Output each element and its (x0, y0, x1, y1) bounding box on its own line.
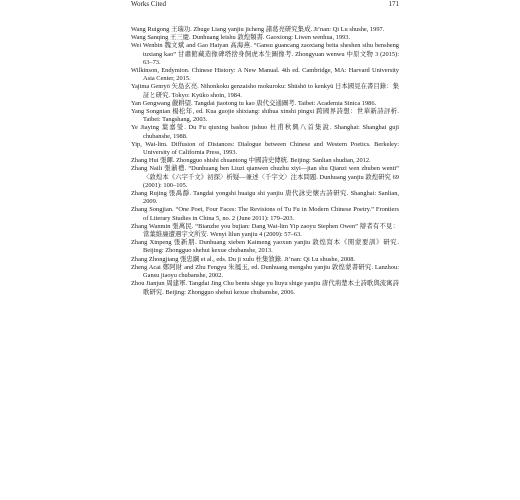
bibliography-entry: Zhang Zhongjiang 張忠綱 et al., eds. Du ji xulu 杜集敘錄. Ji’nan: Qi Lu shushe, 2008. (131, 255, 356, 263)
bibliography-entry: Zhang Hui 張暉. Zhongguo shishi chuantong 中國詩史傳統. Beijing: Sanlian shudian, 2012. (131, 157, 371, 165)
bibliography-entry: Zhang Rujing 張禹靜. Tangdai yongshi huaigu shi yanjiu 唐代詠史懷古詩研究. Shanghai: Sanlian, 2009. (131, 190, 399, 206)
bibliography-entry: Zheng Acai 鄭阿財 and Zhu Fengyu 朱鳳玉, ed. Dunhuang mengshu yanjiu 敦煌蒙書研究. Lanzhou: Gansu jiaoyu chubanshe, 2002. (131, 263, 399, 280)
bibliography-entry: Wei Wenbin 魏文斌 and Gao Haiyan 高海燕. “Gansu guancang zaoxiang beita sheshen sihu bensheng tuxiang kao” 甘肅館藏造像碑塔捨身飼虎本生圖像考. Zhongyuan wenwu 中原文物 3 (2015): 63–73. (131, 42, 399, 66)
page-number: 171 (388, 0, 399, 8)
bibliography-entry: Wang Sanqing 王三慶. Dunhuang leishu 敦煌類書. Gaoxiong: Liwen wenhua, 1993. (131, 34, 351, 42)
running-title: Works Cited (131, 0, 167, 8)
bibliography-entry: Yip, Wai-lim. Diffusion of Distances: Dialogue between Chinese and Western Poetics. Berkeley: University of California Press, 1993. (131, 140, 399, 157)
bibliography-list (131, 26, 399, 297)
bibliography-entry: Zhang Wanmin 張萬民. “Bianzhe you bujian: Dang Wai-lim Yip zaoyu Stephen Owen” 辯者有不見：當葉維廉遭遇宇文所安. Wenyi lilun yanjiu 4 (2009): 57–63. (131, 222, 399, 239)
bibliography-entry: Yan Gengwang 嚴耕望. Tangdai jiaotong tu kao 唐代交通圖考. Taibei: Academia Sinica 1986. (131, 99, 377, 107)
bibliography-entry: Yang Songnian 楊松年, ed. Kua guojie shixiang: shihua xinshi pingxi 跨國界詩想：世華新詩評析. Taibei: Tangshang, 2003. (131, 108, 399, 124)
bibliography-entry: Zhang Songjian. “One Poet, Four Faces: The Revisions of Tu Fu in Modern Chinese Poetry.” Frontiers of Literary Studies in China 5, no. 2 (June 2011): 179–203. (131, 206, 399, 222)
bibliography-entry: Wilkinson, Endymion. Chinese History: A New Manual. 4th ed. Cambridge, MA: Harvard University Asia Center, 2015. (131, 67, 399, 83)
bibliography-entry: Zhou Jianjun 周建軍. Tangdai Jing Chu bentu shige yu liuyu shige yanjiu 唐代荊楚本土詩歌與流寓詩歌研究. Beijing: Zhongguo shehui kexue chubanshe, 2006. (131, 280, 399, 296)
bibliography-entry: Zhang Xinpeng 張新朋. Dunhuang xieben Kaimeng yaoxun yanjiu 敦煌寫本《開蒙要訓》研究. Beijing: Zhongguo shehui kexue chubanshe, 2013. (131, 239, 399, 255)
bibliography-entry: Zhang Naili 張鼐禮. “Dunhuang ben Liuzi qianwen chuzhu xiyi—jian shu Qianzi wen zhuben wenti” 〈敦煌本《六字千文》初探〉析疑—兼述〈千字文〉注本問題. Dunhuang yanjiu 敦煌研究 69 (2001): 100–105. (131, 165, 399, 189)
bibliography-entry: Ye Jiaying 葉嘉瑩. Du Fu qiuxing bashou jishuo 杜甫秋興八首集說. Shanghai: Shanghai guji chubanshe, 1988. (131, 124, 399, 140)
bibliography-entry: Yajima Genryō 矢島玄亮. Nihonkoku genzaisho mokuroku: Shūshō to kenkyū 日本國見在書目錄：集証と研究. Tokyo: Kyūko shoin, 1984. (131, 83, 399, 99)
bibliography-entry: Wang Ruigong 王瑞功. Zhuge Liang yanjiu jicheng 諸葛亮研究集成. Ji’nan: Qi Lu shushe, 1997. (131, 26, 385, 33)
